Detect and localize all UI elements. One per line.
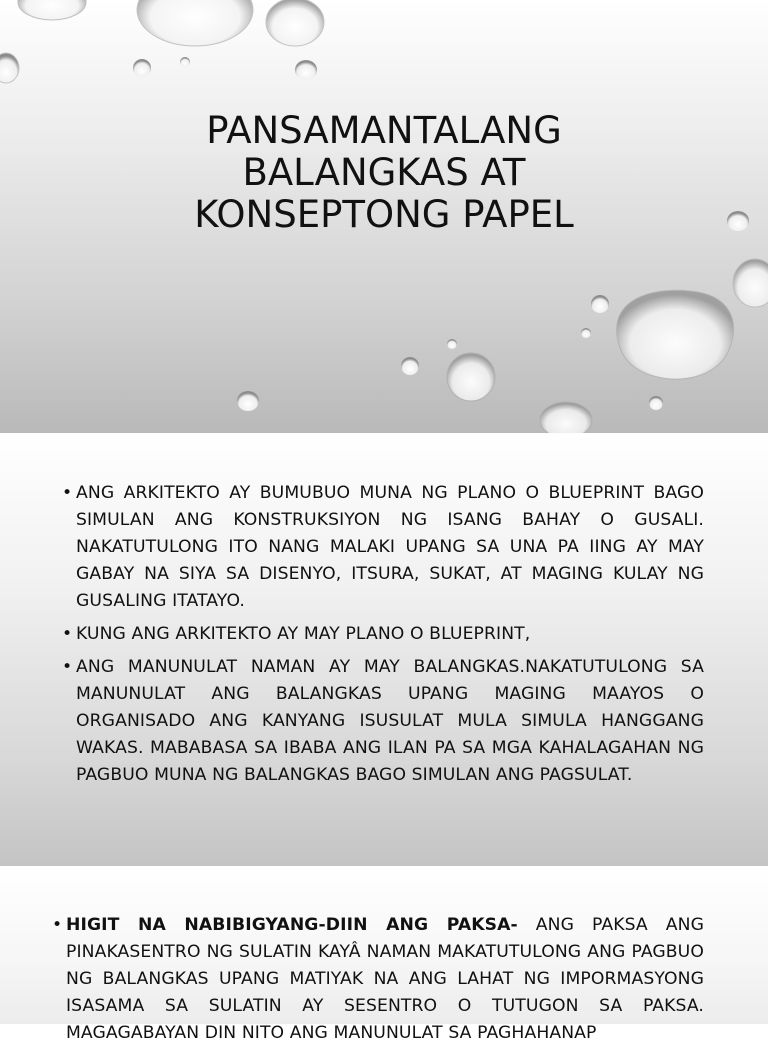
bullet-dot: • [62,624,73,644]
bullet-text: ANG MANUNULAT NAMAN AY MAY BALANGKAS.NAKATUTULONG SA MANUNULAT ANG BALANGKAS UPANG MAGING MAAYOS O ORGANISADO ANG KANYANG ISUSULAT MULA SIMULA HANGGANG WAKAS. MABABASA SA IBABA ANG ILAN PA SA MGA KAHALAGAHAN NG PAGBUO MUNA NG BALANGKAS BAGO SIMULAN ANG PAGSULAT. [76,657,704,785]
title-line: BALANGKAS AT [242,151,526,194]
bullet-dot: • [62,657,73,677]
bullet-text: ANG PAKSA ANG PINAKASENTRO NG SULATIN KAYÂ NAMAN MAKATUTULONG ANG PAGBUO NG BALANGKAS UPANG MATIYAK NA ANG LAHAT NG IMPORMASYONG ISASAMA SA SULATIN AY SESENTRO O TUTUGON SA PAKSA. MAGAGABAYAN DIN NITO ANG MANUNULAT SA PAGHAHANAP [66,915,704,1043]
title-line: KONSEPTONG PAPEL [194,193,574,236]
drop-group-bottom-right [237,211,768,438]
bullet-list [62,480,704,795]
bullet-item [52,912,704,1047]
title-line: PANSAMANTALANG [206,109,562,152]
content-slide-balangkas [0,433,768,866]
slide-title [120,110,648,236]
bullet-item [62,654,704,789]
bullet-text: KUNG ANG ARKITEKTO AY MAY PLANO O BLUEPRINT, [76,624,531,644]
content-slide-paksa [0,866,768,1043]
bullet-item [62,621,704,648]
bullet-item [62,480,704,615]
bullet-heading: HIGIT NA NABIBIGYANG-DIIN ANG PAKSA- [66,915,518,935]
bullet-list [52,912,704,1053]
title-slide [0,0,768,433]
drop-group-top-left [0,0,324,83]
bullet-dot: • [52,915,63,935]
bullet-text: ANG ARKITEKTO AY BUMUBUO MUNA NG PLANO O BLUEPRINT BAGO SIMULAN ANG KONSTRUKSIYON NG ISANG BAHAY O GUSALI. NAKATUTULONG ITO NANG MALAKI UPANG SA UNA PA IING AY MAY GABAY NA SIYA SA DISENYO, ITSURA, SUKAT, AT MAGING KULAY NG GUSALING ITATAYO. [76,483,704,611]
bullet-dot: • [62,483,73,503]
